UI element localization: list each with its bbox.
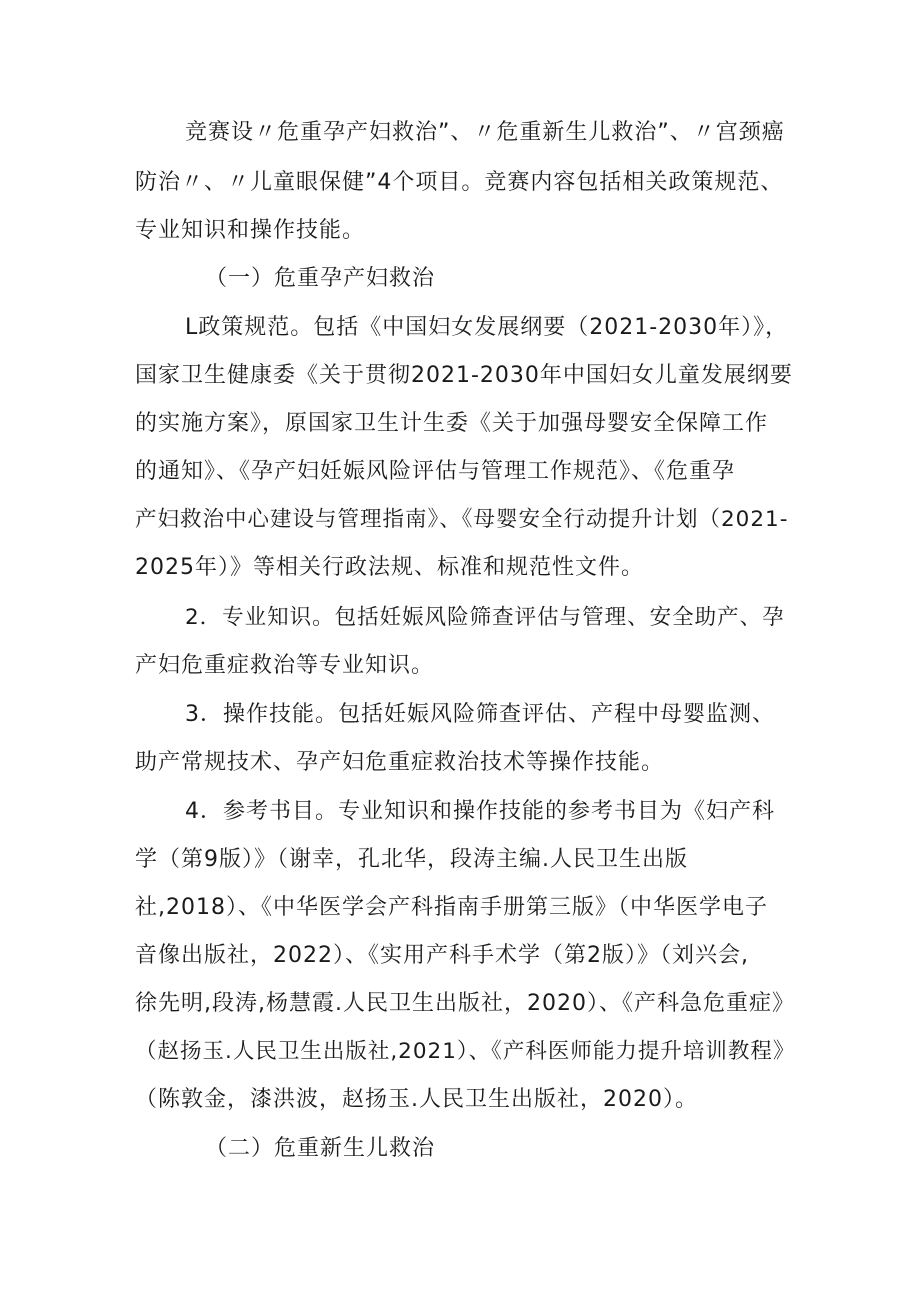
text-line: 4．参考书目。专业知识和操作技能的参考书目为《妇产科	[185, 799, 775, 824]
text-line: 2025年）》等相关行政法规、标准和规范性文件。	[135, 555, 644, 580]
text-line: 的通知》、《孕产妇妊娠风险评估与管理工作规范》、《危重孕	[135, 459, 736, 484]
text-line: 助产常规技术、孕产妇危重症救治技术等操作技能。	[135, 750, 665, 775]
section-heading: （一）危重孕产妇救治	[205, 266, 436, 291]
section-heading: （二）危重新生儿救治	[205, 1136, 436, 1161]
text-line: 的实施方案》，原国家卫生计生委《关于加强母婴安全保障工作	[135, 411, 769, 436]
text-line: 徐先明,段涛,杨慧霞.人民卫生出版社，2020）、《产科急危重症》	[135, 991, 795, 1016]
text-line: 产妇救治中心建设与管理指南》、《母婴安全行动提升计划（2021-	[135, 507, 789, 532]
text-line: 竞赛设〃危重孕产妇救治”、〃危重新生儿救治”、〃宫颈癌	[185, 120, 785, 145]
text-line: 专业知识和操作技能。	[135, 218, 366, 243]
text-line: 国家卫生健康委《关于贯彻2021-2030年中国妇女儿童发展纲要	[135, 363, 793, 388]
text-line: 产妇危重症救治等专业知识。	[135, 653, 435, 678]
text-line: （陈敦金，漆洪波，赵扬玉.人民卫生出版社，2020）。	[135, 1087, 698, 1112]
text-line: 学（第9版）》（谢幸，孔北华，段涛主编.人民卫生出版	[135, 847, 688, 872]
text-line: 社,2018）、《中华医学会产科指南手册第三版》（中华医学电子	[135, 895, 768, 920]
text-line: L政策规范。包括《中国妇女发展纲要（2021-2030年）》，	[185, 315, 789, 340]
text-line: 2．专业知识。包括妊娠风险筛查评估与管理、安全助产、孕	[185, 605, 785, 630]
text-line: 音像出版社，2022）、《实用产科手术学（第2版）》（刘兴会,	[135, 943, 749, 968]
text-line: （赵扬玉.人民卫生出版社,2021）、《产科医师能力提升培训教程》	[135, 1039, 796, 1064]
text-line: 3．操作技能。包括妊娠风险筛查评估、产程中母婴监测、	[185, 702, 775, 727]
text-line: 防治〃、〃儿童眼保健”4个项目。竞赛内容包括相关政策规范、	[135, 170, 784, 195]
